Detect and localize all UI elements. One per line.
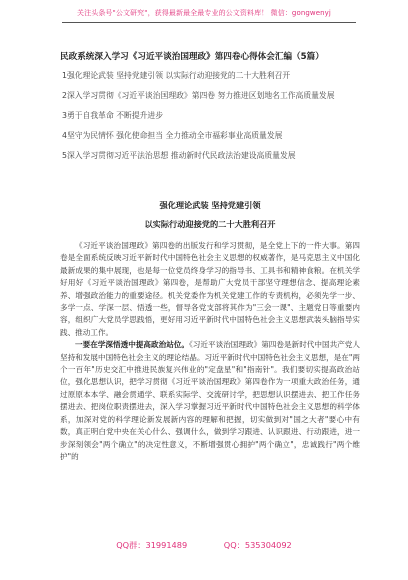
body-paragraph: 《习近平谈治国理政》第四卷的出版发行和学习贯彻，是全党上下的一件大事。第四卷是全面系统反映习近平新时代中国特色社会主义思想的权威著作，是马克思主义中国化最新成果的集中展现，也是每一位党员终身学习的指导书、工具书和精神食粮。在机关学好用好《习近平谈治国理政》第四卷，是帮助广大党员干部坚守理想信念、提高理论素养、增强政治能力的重要途径。机关党委作为机关党建工作的专责机构，必须先学一步、多学一点、学深一层、悟透一些，督导各党支部将其作为"三会一课"、主题党日等重要内容，组织广大党员学思践悟，更好用习近平新时代中国特色社会主义思想武装头脑指导实践、推动工作。: [60, 241, 360, 337]
document-title: 民政系统深入学习《习近平谈治国理政》第四卷心得体会汇编（5篇）: [60, 52, 324, 62]
toc-item: 2深入学习贯彻《习近平谈治国理政》第四卷 努力推进区划地名工作高质量发展: [62, 91, 335, 100]
table-of-contents: [60, 70, 360, 170]
promo-banner: 关注头条号"公文研究"，获得最新最全最专业的公文资料库！ 微信：gongwenyj: [77, 9, 331, 17]
footer-qq: QQ：535304092: [223, 540, 292, 550]
toc-item: 1强化理论武装 坚持党建引领 以实际行动迎接党的二十大胜利召开: [62, 71, 291, 80]
section-subtitle: 以实际行动迎接党的二十大胜利召开: [144, 219, 276, 229]
toc-item: 4坚守为民情怀 强化使命担当 全力推动全市福彩事业高质量发展: [62, 131, 283, 140]
paragraph-lead: 一要在学深悟透中提高政治站位。: [75, 340, 189, 350]
footer-qq-group: QQ群：31991489: [116, 540, 188, 550]
section-body: [60, 240, 360, 463]
header-divider: [62, 22, 356, 23]
footer-contact: [0, 540, 408, 551]
body-paragraph: [60, 339, 360, 463]
paragraph-text: 《习近平谈治国理政》第四卷是新时代中国共产党人坚持和发展中国特色社会主义的理论结晶。习近平新时代中国特色社会主义思想，是在"两个一百年"历史交汇中推进民族复兴伟业的"定盘星"和"指南针"。我们要切实提高政治站位，强化思想认识，把学习贯彻《习近平谈治国理政》第四卷作为一项重大政治任务，通过原原本本学、融会贯通学、联系实际学、交流研讨学，把思想认识摆进去、把工作任务摆进去、把岗位职责摆进去，深入学习掌握习近平新时代中国特色社会主义思想的科学体系，加深对党的科学理论新发展新内容的理解和把握，切实做到对"国之大者"要心中有数，真正明白党中央在关心什么、强调什么，做到学习跟进、认识跟进、行动跟进，进一步深刻领会"两个确立"的决定性意义，不断增强贯心拥护"两个确立"，忠诚践行"两个维护"的: [60, 340, 360, 461]
section-title: 强化理论武装 坚持党建引领: [159, 200, 261, 210]
toc-item: 5深入学习贯彻习近平法治思想 推动新时代民政法治建设高质量发展: [62, 151, 296, 160]
toc-item: 3勇于自我革命 不断提升进步: [62, 111, 164, 120]
